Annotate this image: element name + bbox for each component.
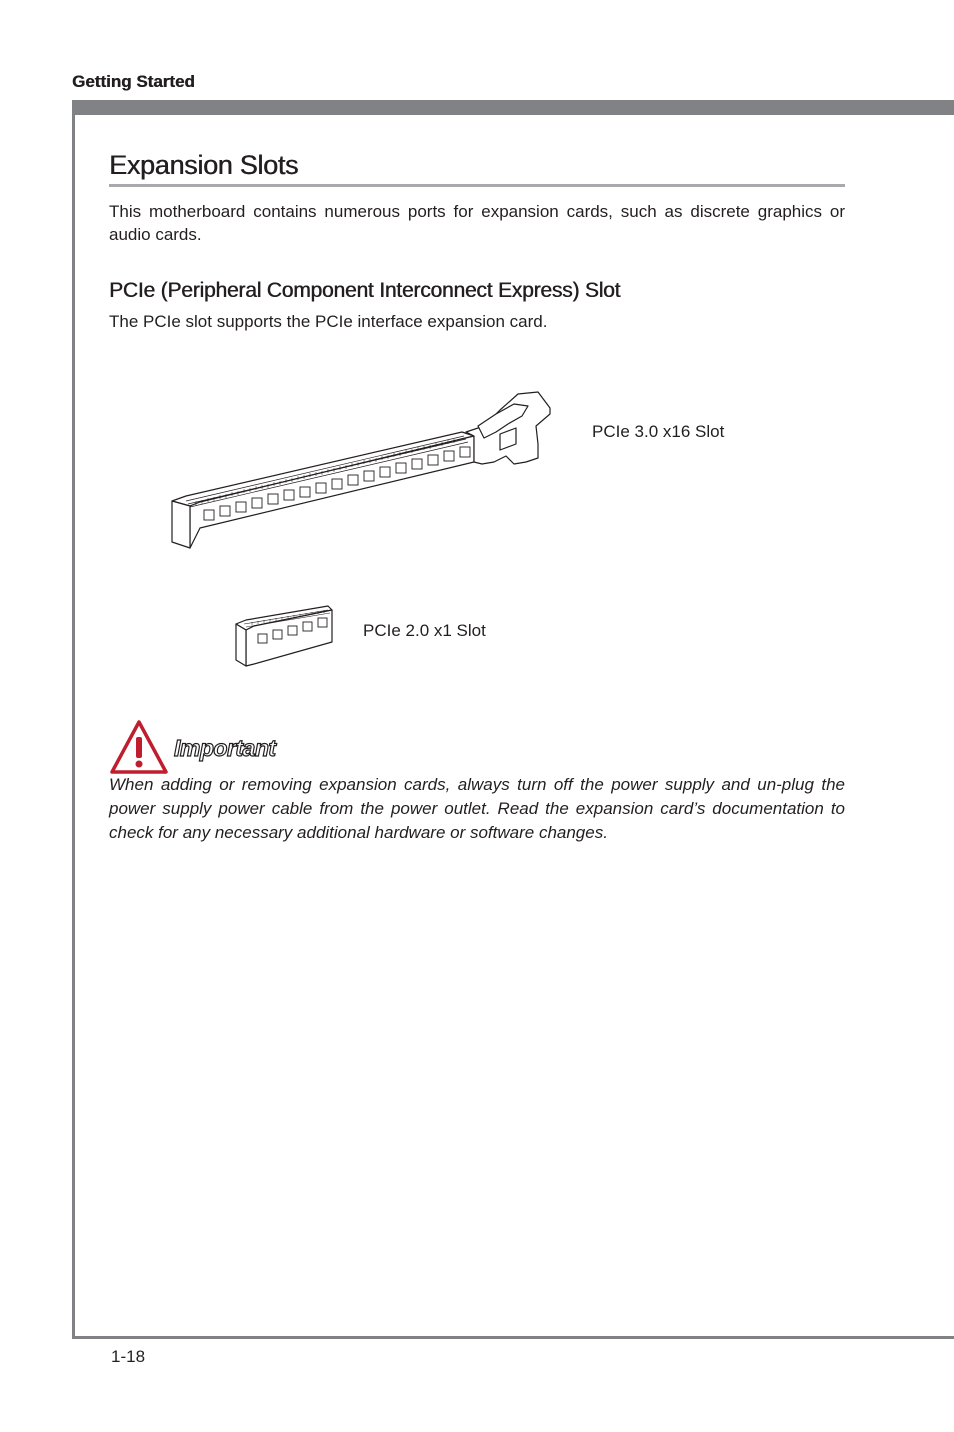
important-heading: Important — [174, 735, 276, 761]
pcie-x16-slot-illustration — [166, 386, 552, 552]
warning-triangle-icon — [110, 720, 168, 774]
footer-rule — [72, 1336, 954, 1339]
pcie-description: The PCIe slot supports the PCIe interface expansion card. — [109, 312, 548, 331]
chapter-title: Getting Started — [72, 72, 195, 91]
section-title: Expansion Slots — [109, 150, 299, 180]
pcie-heading: PCIe (Peripheral Component Interconnect Express) Slot — [109, 279, 621, 302]
page-number: 1-18 — [111, 1347, 146, 1366]
section-intro: This motherboard contains numerous ports for expansion cards, such as discrete graphics or audio cards. — [109, 202, 845, 244]
pcie-x1-slot-illustration — [232, 602, 336, 670]
left-margin-rule — [72, 100, 75, 1339]
section-title-underline — [109, 184, 845, 187]
pcie-x16-slot-label: PCIe 3.0 x16 Slot — [592, 422, 725, 441]
header-bar — [72, 100, 954, 115]
pcie-x1-slot-label: PCIe 2.0 x1 Slot — [363, 621, 486, 640]
important-note-text: When adding or removing expansion cards, always turn off the power supply and un-plug the power supply power cable from the power outlet. Read the expansion card’s documentation to check for any necessary additional hardware or software changes. — [109, 775, 845, 842]
